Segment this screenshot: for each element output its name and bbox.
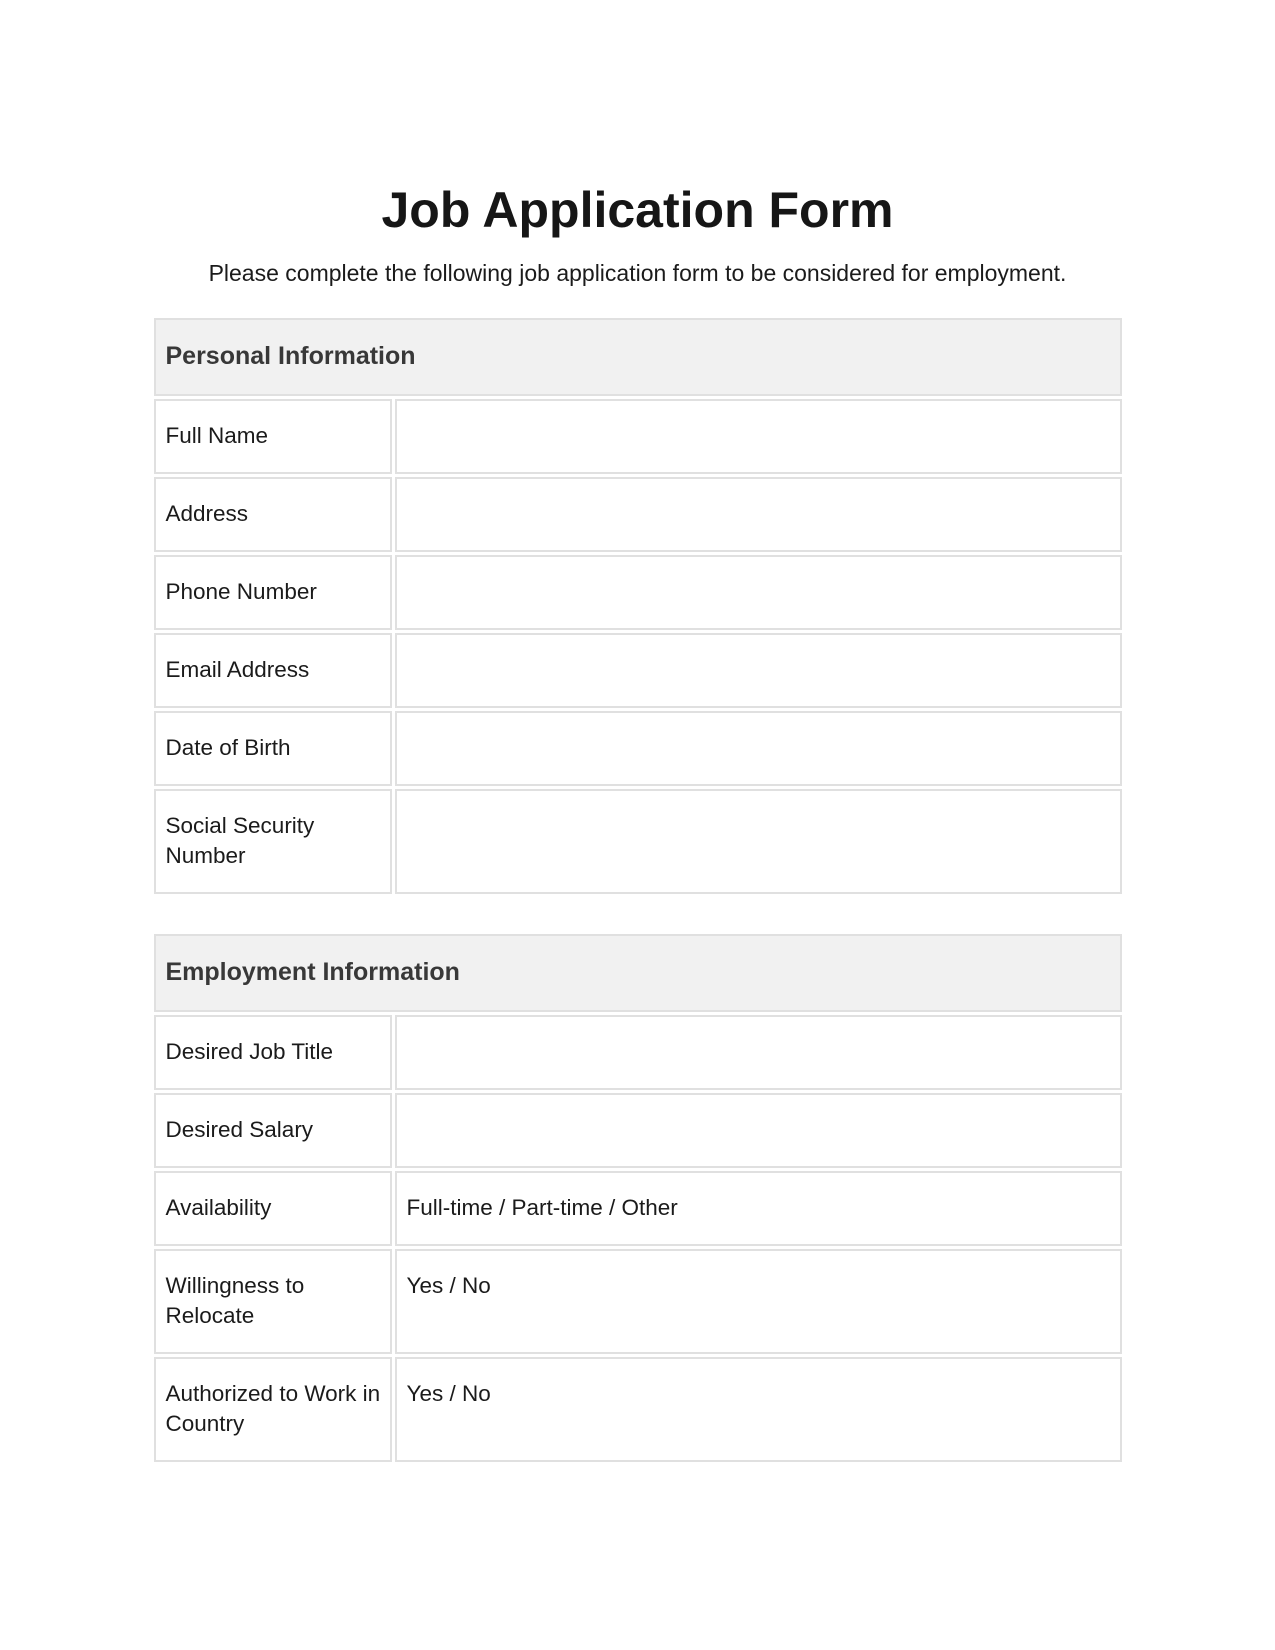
email-address-field[interactable] — [395, 633, 1122, 708]
desired-salary-field[interactable] — [395, 1093, 1122, 1168]
row-label-email-address: Email Address — [154, 633, 392, 708]
row-label-date-of-birth: Date of Birth — [154, 711, 392, 786]
address-field[interactable] — [395, 477, 1122, 552]
table-row — [154, 789, 1122, 894]
table-row — [154, 555, 1122, 630]
table-row — [154, 399, 1122, 474]
row-label-desired-salary: Desired Salary — [154, 1093, 392, 1168]
social-security-number-field[interactable] — [395, 789, 1122, 894]
table-row — [154, 711, 1122, 786]
table-row — [154, 1171, 1122, 1246]
row-label-availability: Availability — [154, 1171, 392, 1246]
table-row — [154, 1357, 1122, 1462]
table-row — [154, 1249, 1122, 1354]
page-title: Job Application Form — [381, 182, 894, 238]
availability-field[interactable]: Full-time / Part-time / Other — [395, 1171, 1122, 1246]
full-name-field[interactable] — [395, 399, 1122, 474]
row-label-authorized-to-work: Authorized to Work in Country — [154, 1357, 392, 1462]
row-label-social-security-number: Social Security Number — [154, 789, 392, 894]
section-header-row — [154, 934, 1122, 1012]
row-label-phone-number: Phone Number — [154, 555, 392, 630]
willingness-to-relocate-field[interactable]: Yes / No — [395, 1249, 1122, 1354]
row-label-desired-job-title: Desired Job Title — [154, 1015, 392, 1090]
section-header-personal: Personal Information — [154, 318, 1122, 396]
row-label-address: Address — [154, 477, 392, 552]
table-row — [154, 1093, 1122, 1168]
desired-job-title-field[interactable] — [395, 1015, 1122, 1090]
row-label-willingness-to-relocate: Willingness to Relocate — [154, 1249, 392, 1354]
phone-number-field[interactable] — [395, 555, 1122, 630]
employment-information-table — [151, 931, 1125, 1465]
section-header-row — [154, 318, 1122, 396]
authorized-to-work-field[interactable]: Yes / No — [395, 1357, 1122, 1462]
table-row — [154, 477, 1122, 552]
section-header-employment: Employment Information — [154, 934, 1122, 1012]
page-subtitle: Please complete the following job application form to be considered for employment. — [208, 260, 1067, 286]
table-row — [154, 633, 1122, 708]
personal-information-table — [151, 315, 1125, 897]
row-label-full-name: Full Name — [154, 399, 392, 474]
date-of-birth-field[interactable] — [395, 711, 1122, 786]
table-row — [154, 1015, 1122, 1090]
